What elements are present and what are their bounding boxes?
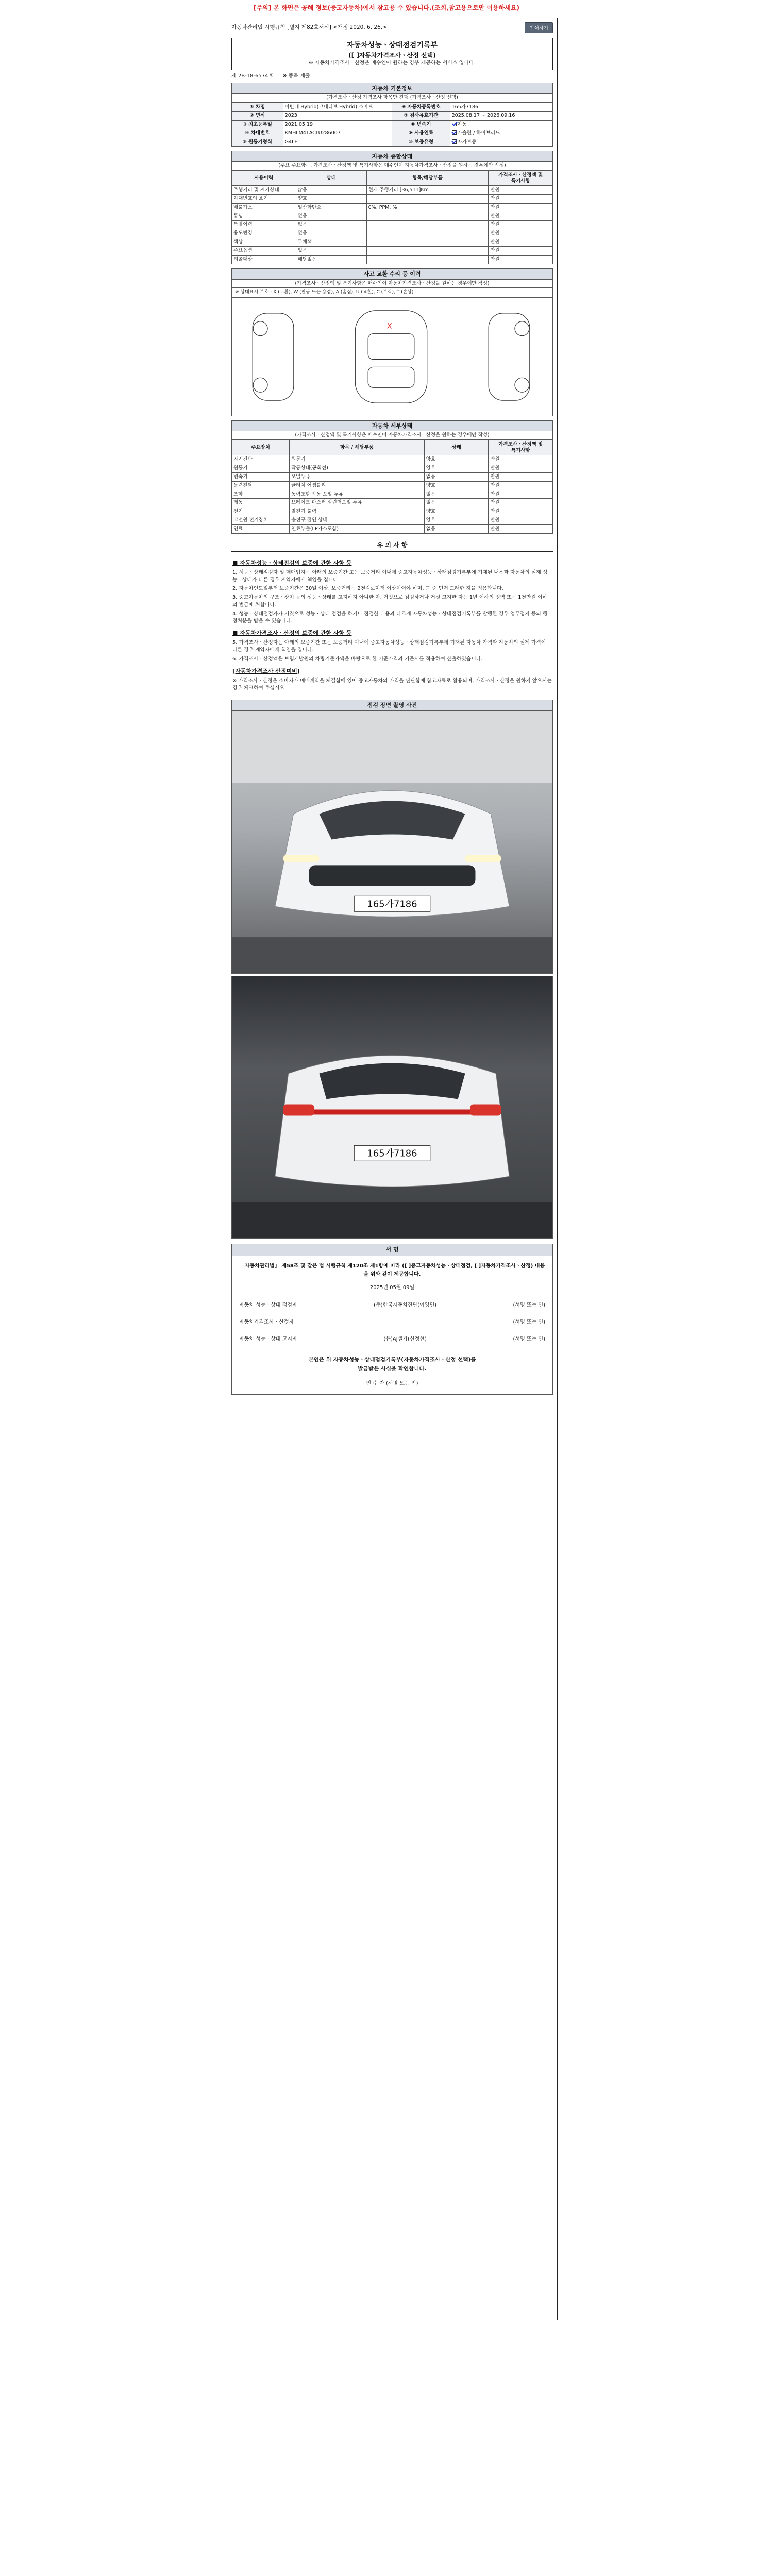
cell: ⑩ 보증유형 — [392, 138, 450, 146]
windshield-outline — [368, 333, 414, 359]
table-cell: 튜닝 — [232, 212, 296, 221]
checkbox-icon — [452, 130, 457, 135]
table-cell: 만원 — [489, 229, 553, 238]
cell: ① 차명 — [232, 103, 283, 112]
table-cell: 만원 — [489, 221, 553, 229]
table-row — [232, 516, 553, 525]
table-cell: 주행거리 및 계기상태 — [232, 185, 296, 194]
notice-text: [주의] 본 화면은 공해 정보(중고자동차)에서 참고용 수 있습니다.(조회,참고용으로만 이용하세요) — [254, 4, 519, 11]
accident-section-sub: (가격조사ㆍ산정액 및 특기사항은 매수인이 자동차가격조사ㆍ산정을 원하는 경우에만 작성) — [231, 280, 553, 289]
table-cell: 양호 — [424, 464, 489, 472]
cell: ⑤ 원동기형식 — [232, 138, 283, 146]
note-paragraph: 6. 가격조사ㆍ산정액은 보험개발원의 차량기준가액을 바탕으로 한 기준가격과 기준서를 적용하여 산출하였습니다. — [232, 656, 483, 662]
signature-date: 2025년 05월 09일 — [369, 1284, 415, 1291]
wheel-icon — [253, 378, 267, 392]
table-row — [232, 194, 553, 203]
photo-section-title: 점검 장면 촬영 사진 — [231, 700, 553, 711]
doc-number-note: ※ 품목 제출 — [282, 73, 310, 79]
notice-bar — [0, 0, 773, 15]
table-cell: 원동기 — [290, 455, 425, 464]
table-row — [232, 138, 553, 146]
signature-intro: 「자동차관리법」 제58조 및 같은 법 시행규칙 제120조 제1항에 따라 ([ ]중고자동차성능ㆍ상태점검, [ ]자동차가격조사ㆍ산정) 내용을 위와 같이 제공합니다. — [239, 1263, 545, 1277]
cell: ⑥ 자동차등록번호 — [392, 103, 450, 112]
table-row — [232, 472, 553, 481]
diagnosis-section-sub: (가격조사ㆍ산정액 및 특기사항은 매수인이 자동차가격조사ㆍ산정을 원하는 경우에만 작성) — [231, 431, 553, 440]
signature-row — [239, 1297, 545, 1314]
table-cell: 용도변경 — [232, 229, 296, 238]
accident-section — [227, 268, 557, 416]
signature-field: (주)한국자동차진단(이영민) — [374, 1302, 437, 1308]
table-cell: 만원 — [489, 481, 553, 490]
wheel-icon — [253, 321, 267, 335]
front-photo — [231, 711, 553, 974]
diagnosis-section — [227, 420, 557, 534]
table-cell: 주요옵션 — [232, 247, 296, 256]
table-cell: 제동 — [232, 499, 290, 507]
signature-field: 자동차 성능ㆍ상태 점검자 — [239, 1302, 297, 1308]
table-row — [232, 499, 553, 507]
notes-heading: [자동차가격조사 산정미비] — [232, 667, 300, 674]
cell: ② 연식 — [232, 112, 283, 121]
table-row — [232, 238, 553, 247]
table-cell: 해당없음 — [296, 255, 366, 264]
diagnosis-table — [231, 440, 553, 534]
condition-section-sub: (주요 주요항목, 가격조사ㆍ산정액 및 특기사항은 매수인이 자동차가격조사ㆍ산정을 원하는 경우에만 작성) — [231, 162, 553, 171]
table-row — [232, 212, 553, 221]
table-cell — [366, 238, 489, 247]
table-row — [232, 481, 553, 490]
cell: 자가보증 — [450, 138, 552, 146]
table-cell: 만원 — [489, 455, 553, 464]
table-cell: 양호 — [424, 455, 489, 464]
table-cell: 고전원 전기장치 — [232, 516, 290, 525]
doc-title-note: ※ 자동차가격조사ㆍ산정은 매수인이 원하는 경우 제공하는 서비스 입니다. — [309, 60, 476, 66]
cell: 2021.05.19 — [283, 120, 392, 129]
table-cell: 0%, PPM, % — [366, 203, 489, 212]
title-block — [231, 38, 553, 70]
table-cell: 현재 주행거리 [36,511]Km — [366, 185, 489, 194]
table-cell — [366, 229, 489, 238]
table-cell: 없음 — [424, 525, 489, 534]
note-paragraph: 3. 중고자동차의 구조ㆍ장치 등의 성능ㆍ상태를 고지하지 아니한 자, 거짓으로 점검하거나 거짓 고지한 자는 1년 이하의 징역 또는 1천만원 이하의 벌금에 처합니다. — [232, 595, 547, 608]
cell: ⑦ 검사유효기간 — [392, 112, 450, 121]
table-row — [232, 203, 553, 212]
table-cell: 오일누유 — [290, 472, 425, 481]
notes-heading: ■ 자동차가격조사ㆍ산정의 보증에 관한 사항 등 — [232, 630, 352, 637]
condition-table — [231, 171, 553, 264]
table-cell: 많음 — [296, 185, 366, 194]
table-cell: 없음 — [424, 499, 489, 507]
column-header: 항목 / 해당부품 — [290, 440, 425, 455]
table-cell: 충전구 절연 상태 — [290, 516, 425, 525]
table-cell — [366, 194, 489, 203]
vehicle-section-title: 자동차 기본정보 — [231, 83, 553, 94]
table-header-row — [232, 171, 553, 186]
cell: 가솔린 / 하이브리드 — [450, 129, 552, 138]
table-cell: 연료누출(LP가스포함) — [290, 525, 425, 534]
table-cell: 양호 — [424, 507, 489, 516]
table-cell: 연료 — [232, 525, 290, 534]
table-cell: 원동기 — [232, 464, 290, 472]
column-header: 상태 — [296, 171, 366, 186]
note-paragraph: 1. 성능ㆍ상태점검자 및 매매업자는 아래의 보증기간 또는 보증거리 이내에 중고자동차성능ㆍ상태점검기록부에 기재된 내용과 자동차의 실제 성능ㆍ상태가 다른 경우 계약자에게 책임을 집니다. — [232, 569, 548, 583]
condition-section — [227, 151, 557, 264]
accident-legend: ※ 상태표시 부호 : X (교환), W (판금 또는 용접), A (흠집), U (요철), C (부식), T (손상) — [231, 288, 553, 297]
table-cell: 발전기 출력 — [290, 507, 425, 516]
table-cell: 없음 — [296, 221, 366, 229]
table-row — [232, 103, 553, 112]
table-cell: 리콜대상 — [232, 255, 296, 264]
table-cell: 브레이크 마스터 실린더오일 누유 — [290, 499, 425, 507]
table-cell: 만원 — [489, 499, 553, 507]
confirmation-line-1: 본인은 위 자동차성능ㆍ상태점검기록부(자동차가격조사ㆍ산정 선택)를 — [308, 1356, 476, 1363]
table-row — [232, 525, 553, 534]
signature-field: (서명 또는 인) — [513, 1302, 545, 1308]
table-row — [232, 455, 553, 464]
vehicle-section-sub: (가격조사ㆍ산정 가격조사 항목만 진행 (가격조사ㆍ산정 선택) — [231, 94, 553, 103]
rear-car-illustration — [232, 976, 552, 1238]
cell: 아반떼 Hybrid(코네티브 Hybrid) 스마트 — [283, 103, 392, 112]
table-cell: 클러치 어셈블리 — [290, 481, 425, 490]
table-cell: 자기진단 — [232, 455, 290, 464]
diagnosis-section-title: 자동차 세부상태 — [231, 420, 553, 432]
table-cell: 만원 — [489, 525, 553, 534]
buyer-signature: 인 수 자 (서명 또는 인) — [366, 1381, 418, 1387]
inspection-sheet — [227, 18, 558, 2320]
table-row — [232, 507, 553, 516]
table-cell — [366, 247, 489, 256]
table-cell: 만원 — [489, 464, 553, 472]
table-cell: 만원 — [489, 516, 553, 525]
cell: 2025.08.17 ~ 2026.09.16 — [450, 112, 552, 121]
signature-field: 자동차 성능ㆍ상태 고지자 — [239, 1336, 297, 1342]
table-cell — [366, 221, 489, 229]
car-outline-svg — [232, 298, 552, 416]
table-cell: 작동상태(공회전) — [290, 464, 425, 472]
table-row — [232, 221, 553, 229]
table-cell: 특별이력 — [232, 221, 296, 229]
table-row — [232, 247, 553, 256]
cell: KMHLM41ACLU286007 — [283, 129, 392, 138]
signature-field: 자동차가격조사ㆍ산정자 — [239, 1319, 294, 1325]
table-cell — [366, 212, 489, 221]
table-row — [232, 129, 553, 138]
cell: ⑧ 변속기 — [392, 120, 450, 129]
table-cell: 없음 — [424, 472, 489, 481]
vehicle-table — [231, 103, 553, 146]
doc-number: 제 2B-18-6574호 — [231, 73, 274, 79]
car-side-right-outline — [489, 313, 530, 400]
cell: 2023 — [283, 112, 392, 121]
checkbox-icon — [452, 139, 457, 144]
table-cell: 없음 — [424, 490, 489, 499]
rear-photo — [231, 976, 553, 1239]
form-label: 자동차관리법 시행규칙 [별지 제82호서식] <개정 2020. 6. 26.> — [231, 24, 387, 31]
checkbox-icon — [452, 122, 457, 126]
table-cell: 배출가스 — [232, 203, 296, 212]
notes-block — [227, 552, 557, 697]
table-row — [232, 229, 553, 238]
table-cell: 변속기 — [232, 472, 290, 481]
signature-row — [239, 1314, 545, 1331]
table-row — [232, 490, 553, 499]
table-cell: 만원 — [489, 255, 553, 264]
table-cell: 만원 — [489, 203, 553, 212]
table-row — [232, 112, 553, 121]
table-header-row — [232, 440, 553, 455]
table-row — [232, 120, 553, 129]
note-paragraph: 5. 가격조사ㆍ산정자는 아래의 보증기간 또는 보증거리 이내에 중고자동차성능ㆍ상태점검기록부에 기재된 자동차 가격과 자동차의 실제 가격이 다른 경우 계약자에게 책임을 집니다. — [232, 640, 546, 653]
signature-row — [239, 1331, 545, 1348]
column-header: 항목/해당부품 — [366, 171, 489, 186]
column-header: 가격조사ㆍ산정액 및 특기사항 — [489, 440, 553, 455]
cell: ④ 차대번호 — [232, 129, 283, 138]
signature-field: (유)AJ셀카(신정현) — [383, 1336, 427, 1342]
table-cell: 양호 — [424, 516, 489, 525]
signature-title: 서 명 — [232, 1244, 552, 1256]
table-row — [232, 464, 553, 472]
doc-subtitle: ([ ]자동차가격조사ㆍ산정 선택) — [348, 51, 436, 59]
vehicle-section — [227, 83, 557, 147]
doc-header — [227, 18, 557, 36]
table-cell: 있음 — [296, 247, 366, 256]
signature-field: (서명 또는 인) — [513, 1319, 545, 1325]
accident-section-title: 사고 교환 수리 등 이력 — [231, 268, 553, 280]
exchange-mark: X — [387, 322, 392, 331]
table-cell: 색상 — [232, 238, 296, 247]
rear-window-outline — [368, 367, 414, 387]
table-row — [232, 185, 553, 194]
print-button[interactable]: 인쇄하기 — [525, 22, 553, 33]
doc-number-row — [227, 72, 557, 81]
column-header: 상태 — [424, 440, 489, 455]
table-cell: 만원 — [489, 238, 553, 247]
table-cell: 차대번호의 표기 — [232, 194, 296, 203]
table-cell: 만원 — [489, 194, 553, 203]
cell: ⑨ 사용연료 — [392, 129, 450, 138]
table-cell: 만원 — [489, 247, 553, 256]
note-paragraph: 4. 성능ㆍ상태점검자가 거짓으로 성능ㆍ상태 점검을 하거나 점검한 내용과 다르게 자동차성능ㆍ상태점검기록부를 발행한 경우 업무정지 등의 행정처분을 받을 수 있습니다. — [232, 611, 548, 624]
signature-block — [231, 1244, 553, 1395]
table-cell: 없음 — [296, 229, 366, 238]
table-cell: 만원 — [489, 472, 553, 481]
cell: ③ 최초등록일 — [232, 120, 283, 129]
table-cell: 일산화탄소 — [296, 203, 366, 212]
note-paragraph: ※ 가격조사ㆍ산정은 소비자가 매매계약을 체결함에 있어 중고자동차의 가격을 판단함에 참고자료로 활용되며, 가격조사ㆍ산정을 원하지 않으시는 경우 체크하여 주십시오. — [232, 677, 552, 691]
table-cell: 없음 — [296, 212, 366, 221]
front-car-illustration — [232, 711, 552, 973]
front-plate-text: 165가7186 — [367, 899, 417, 910]
cell: 자동 — [450, 120, 552, 129]
car-side-left-outline — [253, 313, 294, 400]
cell: 165가7186 — [450, 103, 552, 112]
confirmation-line-2: 발급받은 사실을 확인합니다. — [358, 1366, 427, 1372]
column-header: 가격조사ㆍ산정액 및 특기사항 — [489, 171, 553, 186]
caution-title: 유 의 사 항 — [231, 539, 553, 552]
table-cell: 만원 — [489, 185, 553, 194]
condition-section-title: 자동차 종합상태 — [231, 151, 553, 162]
note-paragraph: 2. 자동차인도일부터 보증기간은 30일 이상, 보증거리는 2천킬로미터 이상이어야 하며, 그 중 먼저 도래한 것을 적용합니다. — [232, 586, 503, 592]
notes-heading: ■ 자동차성능ㆍ상태점검의 보증에 관한 사항 등 — [232, 559, 352, 566]
cell: G4LE — [283, 138, 392, 146]
table-cell: 동력조향 작동 오일 누유 — [290, 490, 425, 499]
doc-title: 자동차성능ㆍ상태점검기록부 — [347, 41, 438, 49]
table-cell: 전기 — [232, 507, 290, 516]
table-cell: 무채색 — [296, 238, 366, 247]
table-cell: 양호 — [424, 481, 489, 490]
table-cell — [366, 255, 489, 264]
rear-plate-text: 165가7186 — [367, 1148, 417, 1159]
table-cell: 만원 — [489, 490, 553, 499]
table-cell: 조향 — [232, 490, 290, 499]
table-cell: 만원 — [489, 507, 553, 516]
signature-field: (서명 또는 인) — [513, 1336, 545, 1342]
table-cell: 동력전달 — [232, 481, 290, 490]
column-header: 사용이력 — [232, 171, 296, 186]
table-cell: 만원 — [489, 212, 553, 221]
table-cell: 양호 — [296, 194, 366, 203]
wheel-icon — [515, 378, 529, 392]
table-row — [232, 255, 553, 264]
car-body-diagram — [231, 298, 553, 416]
wheel-icon — [515, 321, 529, 335]
column-header: 주요장치 — [232, 440, 290, 455]
